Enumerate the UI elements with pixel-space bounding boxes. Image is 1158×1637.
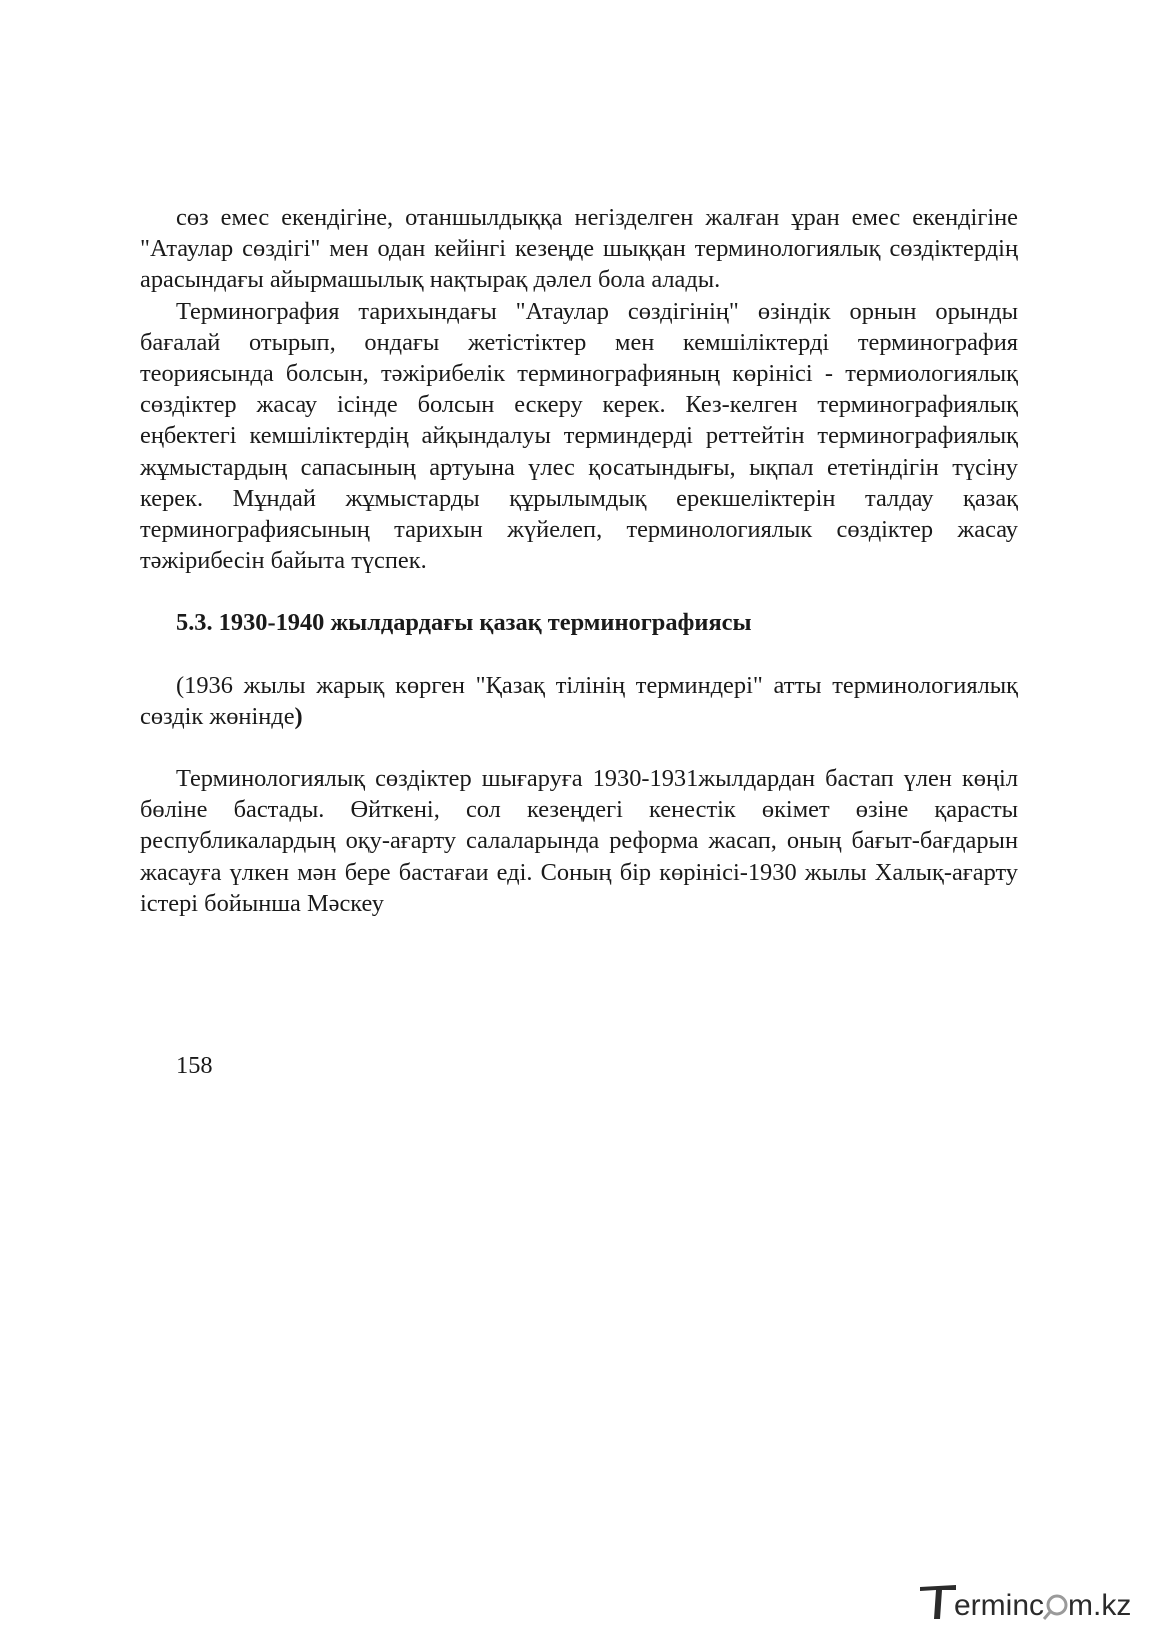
paragraph-1930s-dictionaries: Терминологиялық сөздіктер шығаруға 1930-1931жылдардан бастап үлен көңіл бөліне бастады. Өйткені, сол кезеңдегі кенестік өкімет өзіне қарасты республикалардың оқу-ағарту салаларында реформа жасап, оның бағыт-бағдарын жасауға үлкен мән бере бастағаи еді. Соның бір көрінісі-1930 жылы Халық-ағарту істері бойынша Мәскеу (140, 765, 1018, 917)
document-body (140, 202, 1018, 919)
logo-text-mkz: m.kz (1068, 1589, 1132, 1622)
section-subtitle (140, 670, 1018, 732)
page-number: 158 (176, 1052, 213, 1079)
paragraph-continuation: сөз емес екендігіне, отаншылдыққа негізделген жалған ұран емес екендігіне "Атаулар сөздігі" мен одан кейінгі кезеңде шыққан терминологиялық сөздіктердің арасындағы айырмашылық нақтырақ дәлел бола алады. (140, 204, 1018, 294)
watermark-logo (916, 1573, 1134, 1629)
section-subtitle-close: ) (294, 702, 303, 730)
logo-t-icon (920, 1585, 956, 1619)
watermark-logo-graphic (916, 1573, 1134, 1629)
paragraph-terminography-history: Терминография тарихындағы "Атаулар сөздігінің" өзіндік орнын орынды бағалай отырып, ондағы жетістіктер мен кемшіліктерді терминография теориясында болсын, тәжірибелік терминографияның көрінісі - термиологиялық сөздіктер жасау ісінде болсын ескеру керек. Кез-келген терминографиялық еңбектегі кемшіліктердің айқындалуы терминдерді реттейтін терминографиялық жұмыстардың сапасының артуына үлес қосатындығы, ықпал ететіндігін түсіну керек. Мұндай жұмыстарды құрылымдық ерекшеліктерін талдау қазақ терминографиясының тарихын жүйелеп, терминологиялык сөздіктер жасау тәжірибесін байыта түспек. (140, 297, 1018, 575)
section-heading: 5.3. 1930-1940 жылдардағы қазақ терминографиясы (176, 609, 752, 637)
section-subtitle-text: (1936 жылы жарық көрген "Қазақ тілінің терминдері" атты терминологиялық сөздік жөнінде (140, 671, 1018, 730)
logo-text-erminc: erminc (954, 1589, 1045, 1622)
magnifier-icon (1044, 1596, 1066, 1619)
